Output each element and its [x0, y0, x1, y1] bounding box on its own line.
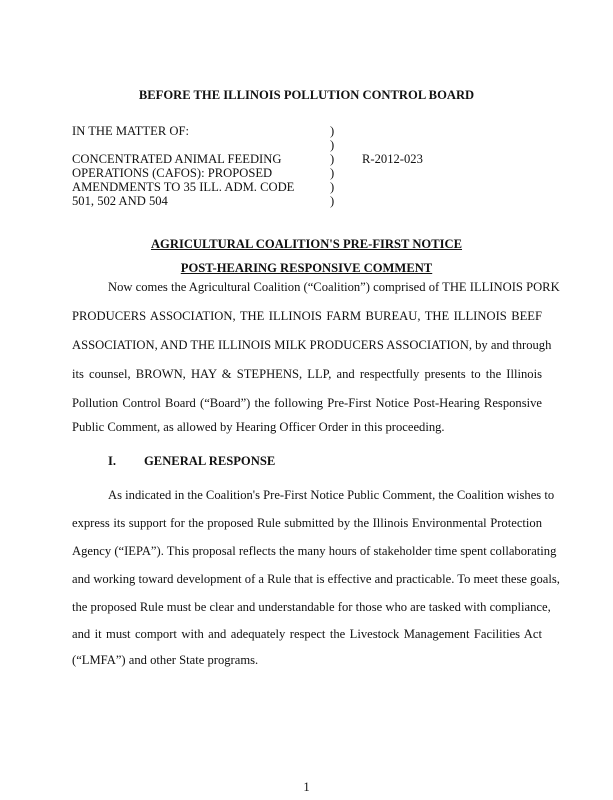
caption-line: IN THE MATTER OF:: [72, 124, 189, 138]
text-line: Agency (“IEPA”). This proposal reflects the many hours of stakeholder time spent collaborating: [72, 544, 557, 558]
docket-number: R-2012-023: [362, 152, 423, 166]
text-line: its counsel, BROWN, HAY & STEPHENS, LLP, and respectfully presents to the Illinois: [72, 367, 542, 381]
caption-paren: ): [330, 180, 335, 194]
text-line: and working toward development of a Rule that is effective and practicable. To meet these goals,: [72, 572, 560, 586]
text-line: the proposed Rule must be clear and understandable for those who are tasked with compliance,: [72, 600, 551, 614]
page-number: 1: [303, 780, 310, 794]
text-line: Pollution Control Board (“Board”) the following Pre-First Notice Post-Hearing Responsive: [72, 396, 542, 410]
text-line: Public Comment, as allowed by Hearing Officer Order in this proceeding.: [72, 420, 445, 434]
text-line: ASSOCIATION, AND THE ILLINOIS MILK PRODUCERS ASSOCIATION, by and through: [72, 338, 552, 352]
document-heading-line1: AGRICULTURAL COALITION'S PRE-FIRST NOTICE: [150, 237, 463, 251]
text-line: express its support for the proposed Rule submitted by the Illinois Environmental Protection: [72, 516, 542, 530]
caption-line: CONCENTRATED ANIMAL FEEDING: [72, 152, 282, 166]
section-number: I.: [108, 454, 117, 468]
caption-paren: ): [330, 194, 335, 208]
text-line: (“LMFA”) and other State programs.: [72, 653, 259, 667]
caption-line: 501, 502 AND 504: [72, 194, 168, 208]
caption-paren: ): [330, 152, 335, 166]
text-line: As indicated in the Coalition's Pre-First Notice Public Comment, the Coalition wishes to: [108, 488, 555, 502]
caption-line: OPERATIONS (CAFOS): PROPOSED: [72, 166, 273, 180]
caption-paren: ): [330, 124, 335, 138]
text-line: and it must comport with and adequately respect the Livestock Management Facilities Act: [72, 627, 542, 641]
caption-line: AMENDMENTS TO 35 ILL. ADM. CODE: [72, 180, 295, 194]
section-title: GENERAL RESPONSE: [144, 454, 276, 468]
document-heading-line2: POST-HEARING RESPONSIVE COMMENT: [180, 261, 433, 275]
text-line: PRODUCERS ASSOCIATION, THE ILLINOIS FARM BUREAU, THE ILLINOIS BEEF: [72, 309, 542, 323]
caption-paren: ): [330, 138, 335, 152]
text-line: Now comes the Agricultural Coalition (“Coalition”) comprised of THE ILLINOIS PORK: [108, 280, 560, 294]
caption-paren: ): [330, 166, 335, 180]
court-title: BEFORE THE ILLINOIS POLLUTION CONTROL BOARD: [138, 88, 475, 102]
